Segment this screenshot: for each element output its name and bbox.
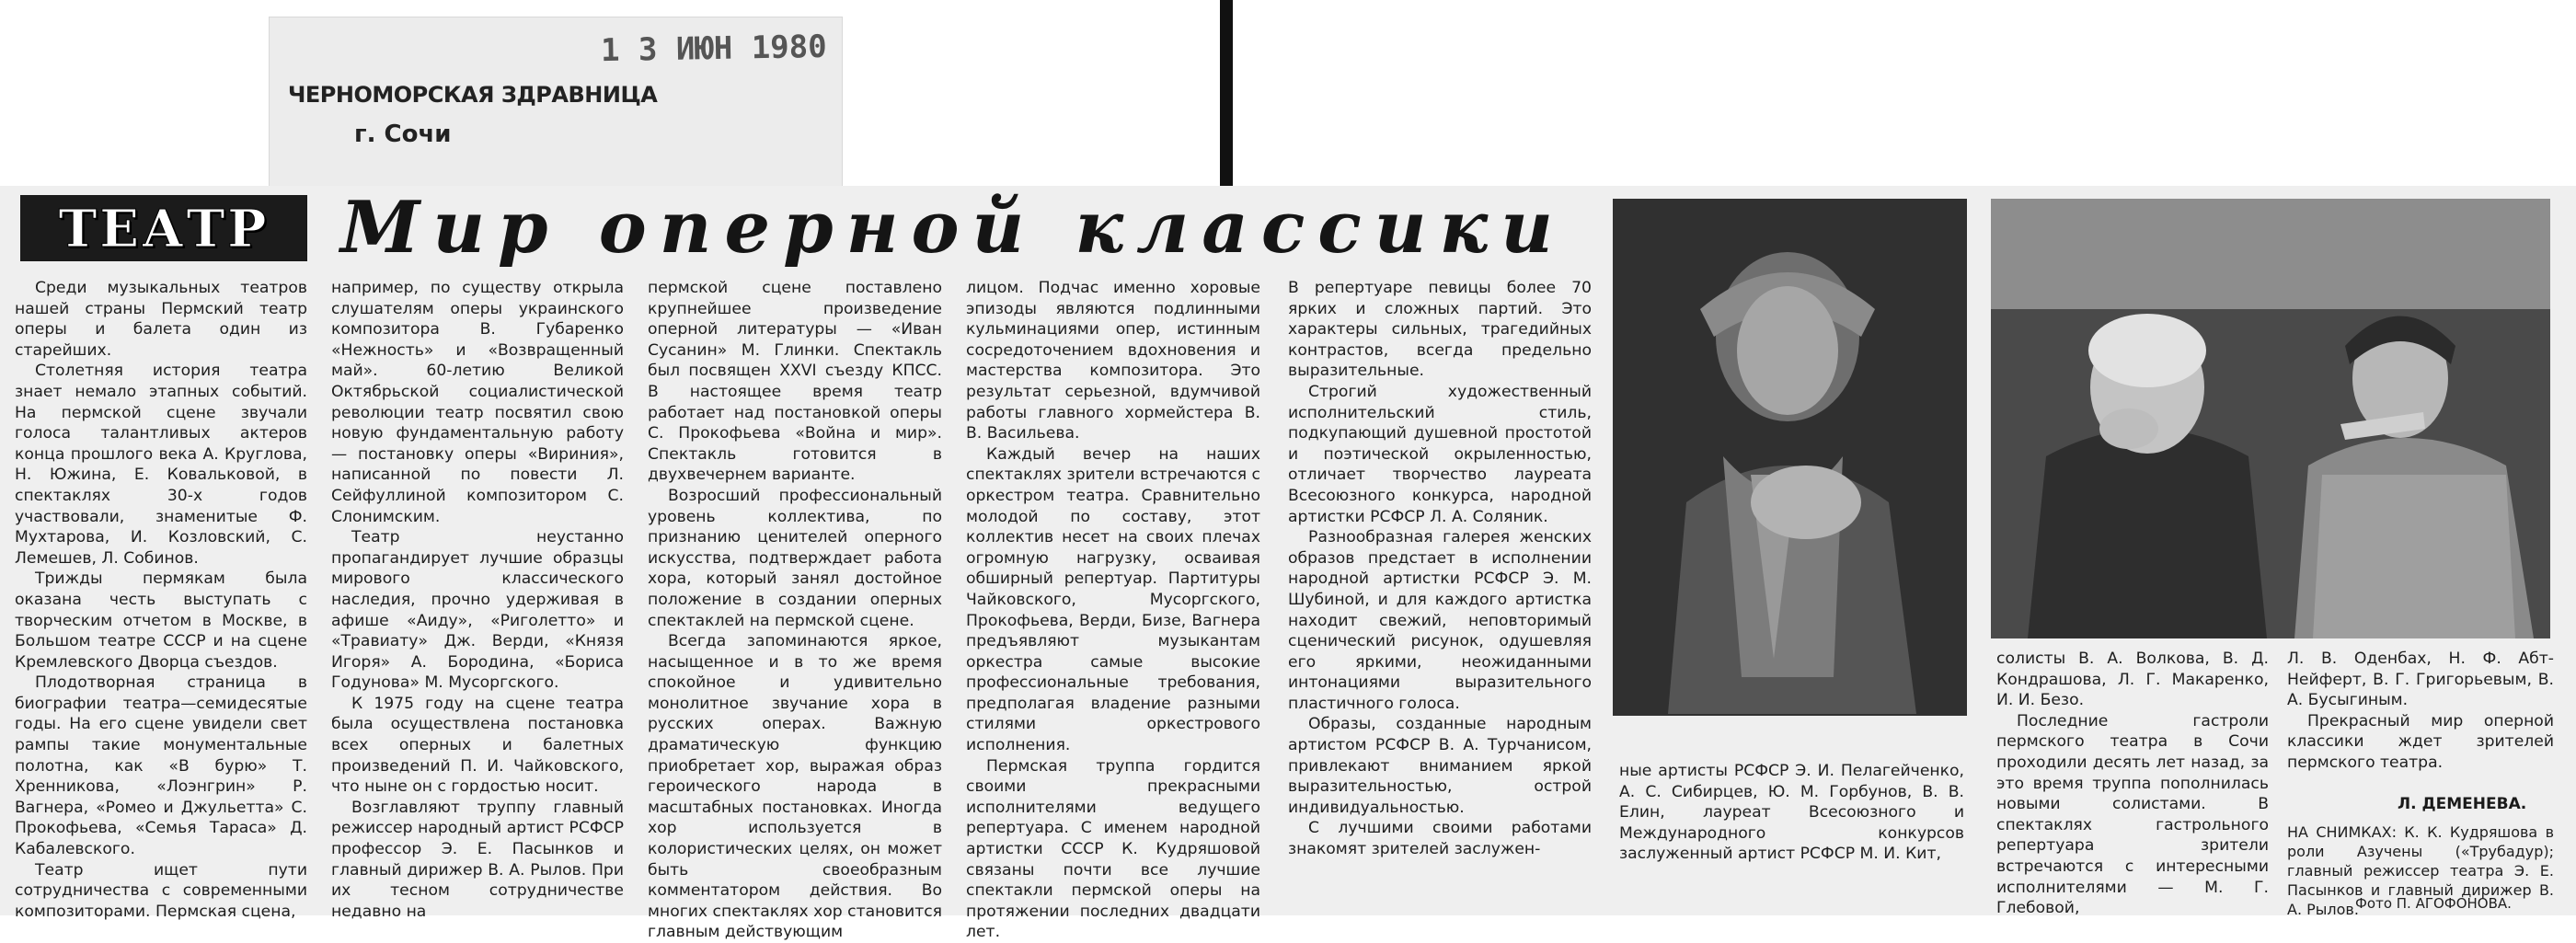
paragraph: Разнообразная галерея женских образов предстает в исполнении народной артистки РСФСР Э. М. Шубиной, и для каждого артистка находит свежий, неповторимый сценический рисунок, одушевляя его яркими, неожиданными интонациями выразительного пластичного голоса.	[1288, 528, 1592, 713]
paragraph: солисты В. А. Волкова, В. Д. Кондрашова, Л. Г. Макаренко, И. И. Безо.	[1996, 650, 2269, 710]
rubric-banner	[20, 195, 307, 261]
photo-azucena-image	[1613, 199, 1967, 716]
article-column-4	[966, 278, 1260, 943]
article-column-7	[1996, 649, 2269, 919]
photo-credit: Фото П. АГОФОНОВА.	[2355, 895, 2512, 912]
newspaper-stamp	[269, 17, 843, 189]
newspaper-clipping	[0, 186, 2576, 942]
stamp-newspaper-name: ЧЕРНОМОРСКАЯ ЗДРАВНИЦА	[288, 82, 658, 108]
paragraph: Каждый вечер на наших спектаклях зрители встречаются с оркестром театра. Сравнительно молодой по составу, этот коллектив несет на своих плечах огромную нагрузку, осваивая обширный репертуар. Партитуры Чайковского, Мусоргского, Прокофьева, Верди, Бизе, Вагнера предъявляют музыкантам оркестра самые высокие профессиональные требования, предполагая владение разными стилями оркестрового исполнения.	[966, 444, 1260, 755]
paragraph: Последние гастроли пермского театра в Сочи проходили десять лет назад, за это время труппа пополнилась новыми солистами. В спектаклях гастрольного репертуара зрители встречаются с интересными исполнителями — М. Г. Глебовой,	[1996, 711, 2269, 918]
photo-caption: НА СНИМКАХ: К. К. Кудряшова в роли Азучены («Трубадур); главный режиссер театра Э. Е. Пасынков и главный дирижер В. А. Рылов.	[2287, 823, 2554, 918]
paragraph: Л. В. Оденбах, Н. Ф. Абт-Нейферт, В. Г. Григорьевым, В. А. Бусыгиным.	[2287, 650, 2554, 710]
paragraph: Театр неустанно пропагандирует лучшие образцы мирового классического наследия, прочно удерживая в афише «Аиду», «Риголетто» и «Травиату» Дж. Верди, «Князя Игоря» А. Бородина, «Бориса Годунова» М. Мусоргского.	[331, 528, 624, 693]
article-column-5	[1288, 278, 1592, 860]
paragraph: Столетняя история театра знает немало этапных событий. На пермской сцене звучали голоса талантливых актеров конца прошлого века А. Круглова, Н. Южина, Е. Ковальковой, в спектаклях 30-х годов участвовали, знаменитые Ф. Мухтарова, И. Козловский, С. Лемешев, Л. Собинов.	[15, 362, 307, 568]
article-column-2	[331, 278, 624, 922]
paragraph: К 1975 году на сцене театра была осуществлена постановка всех оперных и балетных произведений П. И. Чайковского, что ныне он с гордостью носит.	[331, 694, 624, 797]
article-column-6	[1619, 761, 1964, 865]
photo-azucena	[1613, 199, 1967, 716]
separator-line	[1220, 0, 1233, 193]
paragraph: Возглавляют труппу главный режиссер народный артист РСФСР профессор Э. Е. Пасынков и главный дирижер В. А. Рылов. При их тесном сотрудничестве недавно на	[331, 798, 624, 921]
paragraph: С лучшими своими работами знакомят зрителей заслужен-	[1288, 819, 1592, 859]
paragraph: пермской сцене поставлено крупнейшее произведение оперной литературы — «Иван Сусанин» М. Глинки. Спектакль был посвящен XXVI съезду КПСС. В настоящее время театр работает над постановкой оперы С. Прокофьева «Война и мир». Спектакль готовится в двухвечернем варианте.	[648, 279, 942, 485]
paragraph: Возросший профессиональный уровень коллектива, по признанию ценителей оперного искусства, подтверждает работа хора, который занял достойное положение в создании оперных спектаклей на пермской сцене.	[648, 486, 942, 630]
paragraph: например, по существу открыла слушателям оперы украинского композитора В. Губаренко «Нежность» и «Возвращенный май». 60-летию Великой Октябрьской социалистической революции театр посвятил свою новую фундаментальную работу — постановку оперы «Вириния», написанной по повести Л. Сейфуллиной композитором С. Слонимским.	[331, 279, 624, 526]
paragraph: Строгий художественный исполнительский стиль, подкупающий душевной простотой и поэтической окрыленностью, отличает творчество лауреата Всесоюзного конкурса, народной артистки РСФСР Л. А. Соляник.	[1288, 382, 1592, 526]
paragraph: Трижды пермякам была оказана честь выступать с творческим отчетом в Москве, в Большом театре СССР и на сцене Кремлевского Дворца съездов.	[15, 569, 307, 672]
paragraph: ные артисты РСФСР Э. И. Пелагейченко, А. С. Сибирцев, Ю. М. Горбунов, В. В. Елин, лауреат Всесоюзного и Международного конкурсов заслуженный артист РСФСР М. И. Кит,	[1619, 762, 1964, 864]
photo-director-conductor-image	[1991, 199, 2550, 638]
paragraph: Среди музыкальных театров нашей страны Пермский театр оперы и балета один из старейших.	[15, 279, 307, 360]
paragraph: лицом. Подчас именно хоровые эпизоды являются подлинными кульминациями опер, истинным сосредоточением вдохновения и мастерства композитора. Это результат серьезной, вдумчивой работы главного хормейстера В. В. Васильева.	[966, 279, 1260, 443]
rubric-label: ТЕАТР	[58, 199, 270, 259]
paragraph: Пермская труппа гордится своими прекрасными исполнителями ведущего репертуара. С именем народной артистки СССР К. Кудряшовой связаны почти все лучшие спектакли пермской оперы на протяжении последних двадцати лет.	[966, 756, 1260, 942]
article-headline: Мир оперной классики	[340, 186, 1567, 270]
stamp-date: 1 3 ИЮН 1980	[600, 28, 827, 70]
article-column-1	[15, 278, 307, 922]
paragraph: Образы, созданные народным артистом РСФСР В. А. Турчанисом, привлекают вниманием яркой выразительностью, острой индивидуальностью.	[1288, 715, 1592, 817]
paragraph: В репертуаре певицы более 70 ярких и сложных партий. Это характеры сильных, трагедийных контрастов, всегда предельно выразительные.	[1288, 279, 1592, 381]
paragraph: Театр ищет пути сотрудничества с современными композиторами. Пермская сцена,	[15, 860, 307, 921]
article-column-3	[648, 278, 942, 943]
article-column-8	[2287, 649, 2554, 774]
paragraph: Прекрасный мир оперной классики ждет зрителей пермского театра.	[2287, 711, 2554, 772]
paragraph: Всегда запоминаются яркое, насыщенное и в то же время спокойное и удивительно монолитное звучание хора в русских операх. Важную драматическую функцию приобретает хор, выражая образ героического народа в масштабных постановках. Иногда хор используется в колористических целях, он может быть своеобразным комментатором действия. Во многих спектаклях хор становится главным действующим	[648, 632, 942, 942]
paragraph: Плодотворная страница в биографии театра—семидесятые годы. На его сцене увидели свет рампы такие монументальные полотна, как «В бурю» Т. Хренникова, «Лоэнгрин» Р. Вагнера, «Ромео и Джульетта» С. Прокофьева, «Семья Тараса» Д. Кабалевского.	[15, 673, 307, 859]
stamp-city: г. Сочи	[354, 121, 452, 148]
photo-director-conductor	[1991, 199, 2550, 638]
author-signature: Л. ДЕМЕНЕВА.	[2398, 795, 2527, 813]
